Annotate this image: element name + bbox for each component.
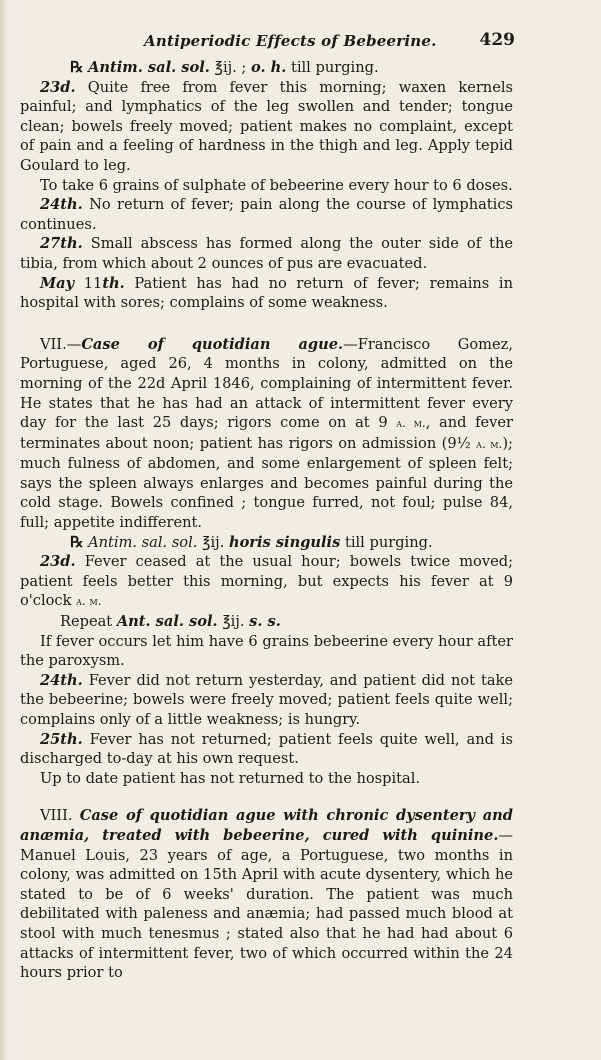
day-entry-paragraph — [20, 195, 513, 234]
day-entry-paragraph — [20, 234, 513, 273]
prescription-paragraph — [20, 533, 513, 553]
page-header — [20, 30, 513, 52]
case-text: , and fever terminates about noon; patient has rigors on admission (9½ — [20, 414, 513, 452]
time-abbrev: a. m. — [76, 594, 102, 609]
entry-text: No return of fever; pain along the course of lymphatics continues. — [20, 196, 513, 233]
drug-name: Ant. sal. sol. — [116, 613, 218, 631]
time-abbrev: a. m. — [396, 416, 426, 431]
drug-name: Antim. sal. sol. — [88, 59, 210, 76]
dose-text: ℥ij. — [197, 533, 229, 551]
entry-text: Up to date patient has not returned to the hospital. — [40, 769, 421, 787]
day-label: 24th. — [40, 671, 83, 689]
dose-frequency: o. h. — [250, 59, 287, 76]
case-number: VII.— — [40, 335, 82, 353]
entry-text: Fever ceased at the usual hour; bowels twice moved; patient feels better this morning, but expects his fever at 9 o'clock — [20, 553, 513, 610]
entry-text: Patient has had no return of fever; remains in hospital with sores; complains of some weakness. — [20, 274, 513, 312]
case-paragraph — [20, 335, 513, 533]
recipe-symbol: ℞ — [70, 58, 84, 76]
day-entry-paragraph — [20, 78, 513, 176]
recipe-symbol: ℞ — [70, 532, 84, 551]
dose-text: ℥ij. ; — [209, 59, 251, 76]
instruction-paragraph — [20, 176, 513, 196]
day-entry-paragraph — [20, 730, 513, 769]
entry-text: Fever did not return yesterday, and patient did not take the bebeerine; bowels were freely moved; patient feels quite well; complains only of a little weakness; is hungry. — [20, 671, 513, 728]
dose-frequency: horis singulis — [228, 533, 341, 551]
day-entry-paragraph — [20, 671, 513, 730]
section-gap — [20, 788, 513, 806]
instruction-paragraph — [20, 632, 513, 671]
day-label: 23d. — [40, 553, 76, 571]
dose-frequency: s. s. — [249, 613, 281, 631]
running-title: Antiperiodic Effects of Bebeerine. — [144, 32, 437, 50]
dose-instruction: till purging. — [286, 59, 379, 76]
case-title: Case of quotidian ague with chronic dysentery and anæmia, treated with bebeerine, cured with quinine. — [20, 807, 513, 844]
day-entry-paragraph — [20, 552, 513, 612]
case-text: —Manuel Louis, 23 years of age, a Portuguese, two months in colony, was admitted on 15th April with acute dysentery, which he stated to be of 6 weeks' duration. The patient was much debilitated with paleness and anæmia; had passed much blood at stool with much tenesmus ; stated also that he had had about 6 attacks of intermittent fever, two of which occurred within the 24 hours prior to — [20, 826, 513, 982]
case-text: —Francisco Gomez, Portuguese, aged 26, 4 months in colony, admitted on the morning of the 22d April 1846, complaining of intermittent fever. He states that he has had an attack of intermittent fever every day for the last 25 days; rigors come on at 9 — [20, 335, 513, 432]
entry-text: If fever occurs let him have 6 grains bebeerine every hour after the paroxysm. — [20, 632, 513, 670]
case-text: ); much fulness of abdomen, and some enlargement of spleen felt; says the spleen always enlarges and becomes painful during the cold stage. Bowels confined ; tongue furred, not foul; pulse 84, full; appetite indifferent. — [20, 434, 513, 532]
entry-text: Fever has not returned; patient feels quite well, and is discharged to-day at his own request. — [20, 730, 513, 768]
day-label: 24th. — [40, 196, 83, 214]
dose-text: ℥ij. — [217, 613, 250, 631]
drug-name: Antim. sal. sol. — [83, 533, 198, 551]
entry-text: To take 6 grains of sulphate of bebeerine every hour to 6 doses. — [40, 176, 513, 194]
day-label: 23d. — [40, 78, 76, 96]
case-title: Case of quotidian ague. — [81, 335, 344, 353]
day-label: 27th. — [40, 235, 83, 253]
prescription-paragraph — [20, 58, 513, 78]
case-number: VIII. — [40, 807, 80, 825]
entry-text: Quite free from fever this morning; waxen kernels painful; and lymphatics of the leg swollen and tender; tongue clean; bowels freely moved; patient makes no complaint, except of pain and a feeling of hardness in the thigh and leg. Apply tepid Goulard to leg. — [20, 78, 513, 174]
entry-text: Small abscess has formed along the outer side of the tibia, from which about 2 ounces of pus are evacuated. — [20, 235, 513, 272]
dose-instruction: till purging. — [340, 533, 433, 551]
day-suffix: th. — [102, 274, 125, 292]
case-paragraph — [20, 806, 513, 982]
section-gap — [20, 313, 513, 335]
day-entry-paragraph — [20, 274, 513, 313]
instruction-paragraph — [20, 769, 513, 789]
day-label: 25th. — [40, 730, 83, 748]
time-abbrev: a. m. — [476, 436, 503, 451]
page-binding-shadow — [0, 0, 8, 1060]
month-label: May — [40, 274, 75, 292]
prescription-paragraph — [20, 612, 513, 632]
day-number: 11 — [74, 274, 103, 292]
repeat-label: Repeat — [60, 613, 117, 631]
page-number: 429 — [479, 30, 515, 50]
